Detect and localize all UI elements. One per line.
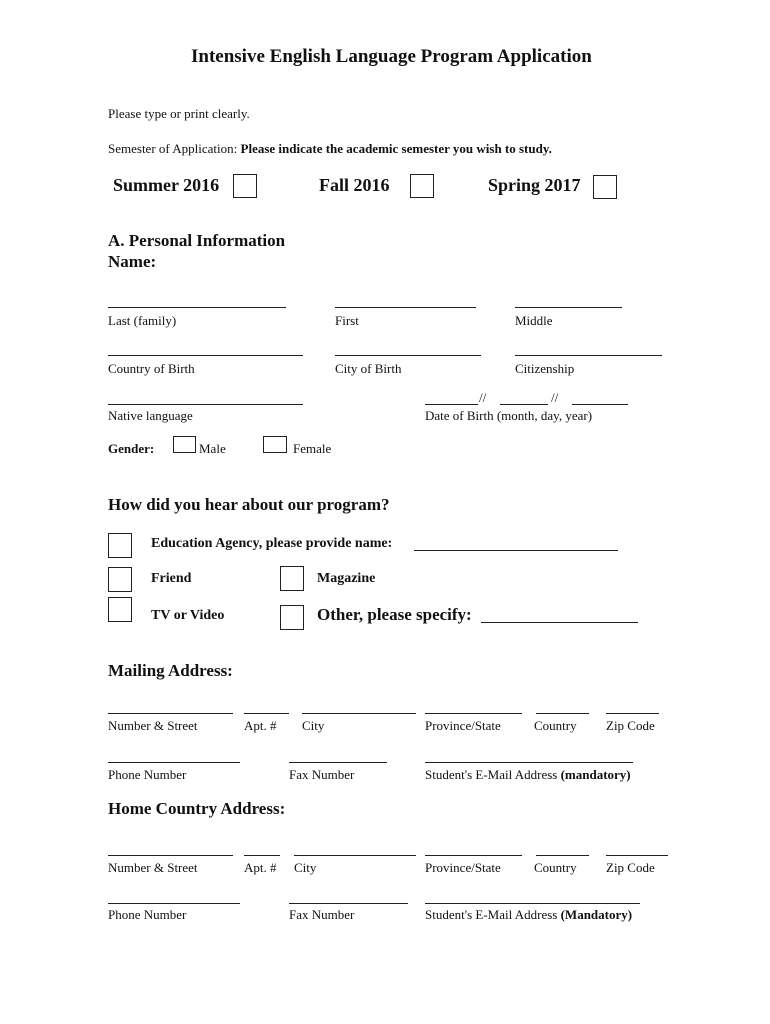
mailing-country-field[interactable] <box>536 713 589 714</box>
home-email-field[interactable] <box>425 903 640 904</box>
semester-spring-label: Spring 2017 <box>488 175 581 195</box>
home-heading: Home Country Address: <box>108 799 286 818</box>
native-language-field[interactable] <box>108 404 303 405</box>
gender-male-label: Male <box>199 441 226 456</box>
home-email-text: Student's E-Mail Address <box>425 907 558 922</box>
hear-other-label: Other, please specify: <box>317 605 472 624</box>
mailing-apt-label: Apt. # <box>244 718 277 733</box>
gender-label: Gender: <box>108 441 155 456</box>
mailing-street-field[interactable] <box>108 713 233 714</box>
semester-fall-checkbox[interactable] <box>410 174 434 198</box>
home-province-label: Province/State <box>425 860 501 875</box>
mailing-province-label: Province/State <box>425 718 501 733</box>
semester-summer-checkbox[interactable] <box>233 174 257 198</box>
citizenship-label: Citizenship <box>515 361 575 376</box>
middle-name-label: Middle <box>515 313 553 328</box>
mailing-phone-field[interactable] <box>108 762 240 763</box>
hear-agency-checkbox[interactable] <box>108 533 132 558</box>
semester-prompt-bold: Please indicate the academic semester you wish to study. <box>240 141 552 156</box>
other-specify-field[interactable] <box>481 622 638 623</box>
dob-separator-2: // <box>551 390 559 405</box>
home-email-label <box>425 907 632 923</box>
instructions: Please type or print clearly. <box>108 106 250 121</box>
home-province-field[interactable] <box>425 855 522 856</box>
dob-day-field[interactable] <box>500 404 548 405</box>
semester-prompt <box>108 141 552 157</box>
name-label: Name: <box>108 252 157 271</box>
citizenship-field[interactable] <box>515 355 662 356</box>
home-street-field[interactable] <box>108 855 233 856</box>
hear-other-checkbox[interactable] <box>280 605 304 630</box>
hear-agency-label: Education Agency, please provide name: <box>151 536 393 551</box>
mailing-zip-label: Zip Code <box>606 718 655 733</box>
gender-female-checkbox[interactable] <box>263 436 287 453</box>
gender-female-label: Female <box>293 441 332 456</box>
semester-spring-checkbox[interactable] <box>593 175 617 199</box>
dob-separator-1: // <box>479 390 487 405</box>
agency-name-field[interactable] <box>414 550 618 551</box>
first-name-label: First <box>335 313 359 328</box>
semester-prompt-label: Semester of Application: <box>108 141 238 156</box>
home-phone-label: Phone Number <box>108 907 187 922</box>
mailing-zip-field[interactable] <box>606 713 659 714</box>
home-country-field[interactable] <box>536 855 589 856</box>
home-apt-label: Apt. # <box>244 860 277 875</box>
mailing-street-label: Number & Street <box>108 718 198 733</box>
mailing-city-label: City <box>302 718 325 733</box>
mailing-apt-field[interactable] <box>244 713 289 714</box>
mailing-fax-label: Fax Number <box>289 767 355 782</box>
hear-tv-checkbox[interactable] <box>108 597 132 622</box>
home-fax-field[interactable] <box>289 903 408 904</box>
mailing-fax-field[interactable] <box>289 762 387 763</box>
personal-heading: A. Personal Information <box>108 231 286 250</box>
mailing-email-label <box>425 767 631 783</box>
page-title: Intensive English Language Program Application <box>191 46 592 67</box>
home-country-label: Country <box>534 860 577 875</box>
home-phone-field[interactable] <box>108 903 240 904</box>
last-name-label: Last (family) <box>108 313 177 328</box>
last-name-field[interactable] <box>108 307 286 308</box>
city-of-birth-field[interactable] <box>335 355 481 356</box>
semester-fall-label: Fall 2016 <box>319 175 390 195</box>
hear-tv-label: TV or Video <box>151 608 225 623</box>
hear-friend-label: Friend <box>151 571 192 586</box>
home-zip-field[interactable] <box>606 855 668 856</box>
first-name-field[interactable] <box>335 307 476 308</box>
dob-year-field[interactable] <box>572 404 628 405</box>
country-of-birth-label: Country of Birth <box>108 361 195 376</box>
mailing-email-text: Student's E-Mail Address <box>425 767 558 782</box>
home-city-label: City <box>294 860 317 875</box>
semester-summer-label: Summer 2016 <box>113 175 220 195</box>
hear-heading: How did you hear about our program? <box>108 495 390 514</box>
mailing-phone-label: Phone Number <box>108 767 187 782</box>
hear-magazine-checkbox[interactable] <box>280 566 304 591</box>
dob-month-field[interactable] <box>425 404 478 405</box>
country-of-birth-field[interactable] <box>108 355 303 356</box>
gender-male-checkbox[interactable] <box>173 436 196 453</box>
mailing-city-field[interactable] <box>302 713 416 714</box>
hear-friend-checkbox[interactable] <box>108 567 132 592</box>
mailing-email-field[interactable] <box>425 762 633 763</box>
mailing-email-note: (mandatory) <box>560 767 631 782</box>
native-language-label: Native language <box>108 408 193 423</box>
home-street-label: Number & Street <box>108 860 198 875</box>
hear-magazine-label: Magazine <box>317 571 376 586</box>
mailing-province-field[interactable] <box>425 713 522 714</box>
city-of-birth-label: City of Birth <box>335 361 402 376</box>
home-email-note: (Mandatory) <box>560 907 633 922</box>
dob-label: Date of Birth (month, day, year) <box>425 408 593 423</box>
home-apt-field[interactable] <box>244 855 280 856</box>
mailing-country-label: Country <box>534 718 577 733</box>
home-fax-label: Fax Number <box>289 907 355 922</box>
mailing-heading: Mailing Address: <box>108 661 233 680</box>
middle-name-field[interactable] <box>515 307 622 308</box>
home-city-field[interactable] <box>294 855 416 856</box>
home-zip-label: Zip Code <box>606 860 655 875</box>
